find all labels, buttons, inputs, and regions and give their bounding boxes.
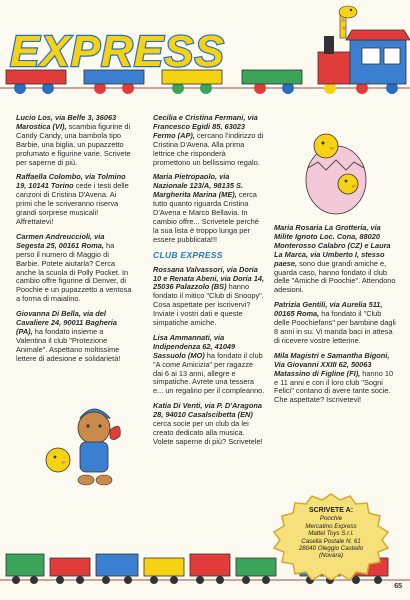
club-express-heading: CLUB EXPRESS bbox=[153, 249, 223, 260]
column-right bbox=[274, 224, 396, 411]
club-listing-2: Lisa Ammannati, via Indipendenza 62, 41049 Sassuolo (MO) ha fondato il club "A come Amicizia" per ragazze dai 6 ai 13 anni, allegre e simpatiche. Avrete una tessera e... un regalino per il compleanno. bbox=[153, 332, 265, 396]
address-line: Poochie bbox=[319, 515, 343, 523]
column-left bbox=[16, 114, 132, 370]
listing-6: Maria Pietropaolo, via Nazionale 123/A, 98135 S. Margherita Marina (ME), cerca tutto quanto riguarda Cristina D'Avena e Marco Bellavia. In cambio offre... Scrivetele perché la sua lista è troppo lunga per essere pubblicata!!! bbox=[153, 172, 259, 244]
column-middle bbox=[153, 114, 265, 453]
address-line: Mattel Toys S.r.l. bbox=[308, 530, 354, 538]
address-line: Casella Postale N. 61 bbox=[301, 537, 361, 545]
club-listing-6: Mila Magistri e Samantha Bigoni, Via Giovanni XXIII 62, 50063 Matassino di Figline (FI), hanno 10 e 11 anni e con il loro club "Sogni Felici" contano di avere tante socie. Che aspettate? Iscrivetevi! bbox=[274, 350, 394, 405]
address-line: 28040 Oleggio Castello bbox=[298, 545, 364, 553]
page-title: EXPRESS bbox=[10, 27, 225, 76]
locomotive bbox=[318, 30, 410, 84]
listing-4: Giovanna Di Bella, via del Cavaliere 24, 90011 Bagheria (PA), ha fondato insieme a Valentina il club "Protezione Animale". Aspettano moltissime lettere di adesione e solidarietà! bbox=[16, 309, 121, 363]
address-block bbox=[283, 507, 379, 560]
listing-5: Cecilia e Cristina Fermani, via Francesco Egidi 85, 63023 Fermo (AP), cercano l'indirizzo di Cristina D'Avena. Alla prima lettrice che risponderà promettono un bellissimo regalo. bbox=[153, 113, 264, 167]
listing-2: Raffaella Colombo, via Tolmino 19, 10141 Torino cede i testi delle canzoni di Cristina D'Avena. Ai primi che le scriveranno riserva grandi sorprese musicali! Affrettatevi! bbox=[16, 172, 129, 226]
page-number: 65 bbox=[394, 583, 402, 590]
listing-3: Carmen Andreuccioli, via Segesta 25, 00161 Roma, ha perso il numero di Maggio di Barbie. Potete aiutarla? Cerca anche la scuola di Polly Pocket. In cambio offre figurine di Denver, di Poochie e un pupazzetto a ventosa a forma di maialino. bbox=[16, 231, 132, 304]
header-train-illustration bbox=[0, 0, 410, 108]
chicks-illustration bbox=[296, 118, 376, 218]
address-heading: SCRIVETE A: bbox=[308, 507, 354, 514]
club-listing-1: Rossana Valvassori, via Doria 10 e Renata Abeni, via Doria 14, 25036 Palazzolo (BS) hanno fondato il mitico "Club di Snoopy". Cosa aspettate per iscrivervi? Inviate i vostri dati e queste simpatiche amiche. bbox=[153, 264, 265, 328]
club-listing-5: Patrizia Gentili, via Aurelia 511, 00165 Roma, ha fondato il "Club delle Poochiefans" per bambine dagli 8 anni in su. Vi manda baci in attesa di ricevere vostre letterine. bbox=[274, 300, 396, 345]
address-line: Mercatino Express bbox=[305, 522, 357, 530]
club-listing-4: Maria Rosaria La Grotteria, via Milite Ignoto Loc. Cona, 88020 Monterosso Calabro (CZ) e Laura La Marca, via Umberto I, stesso paese, sono due grandi amiche e, guarda caso, hanno fondato il club delle "Amiche di Poochie". Attendono adesioni. bbox=[274, 223, 396, 295]
teddy-bear-illustration bbox=[22, 390, 132, 495]
listing-1: Lucio Los, via Belfe 3, 36063 Marostica (VI), scambia figurine di Candy Candy, una bambola tipo Barbie, una biglia, un pupazzetto profumato e figurine varie. Scrivete per saperne di più. bbox=[16, 113, 131, 167]
club-listing-3: Katia Di Venti, via P. D'Aragona 28, 94010 Casalscibetta (EN) cerca socie per un club da lei creato dedicato alla musica. Volete saperne di più? Scrivetele! bbox=[153, 401, 263, 446]
address-line: (Novara) bbox=[318, 552, 344, 560]
